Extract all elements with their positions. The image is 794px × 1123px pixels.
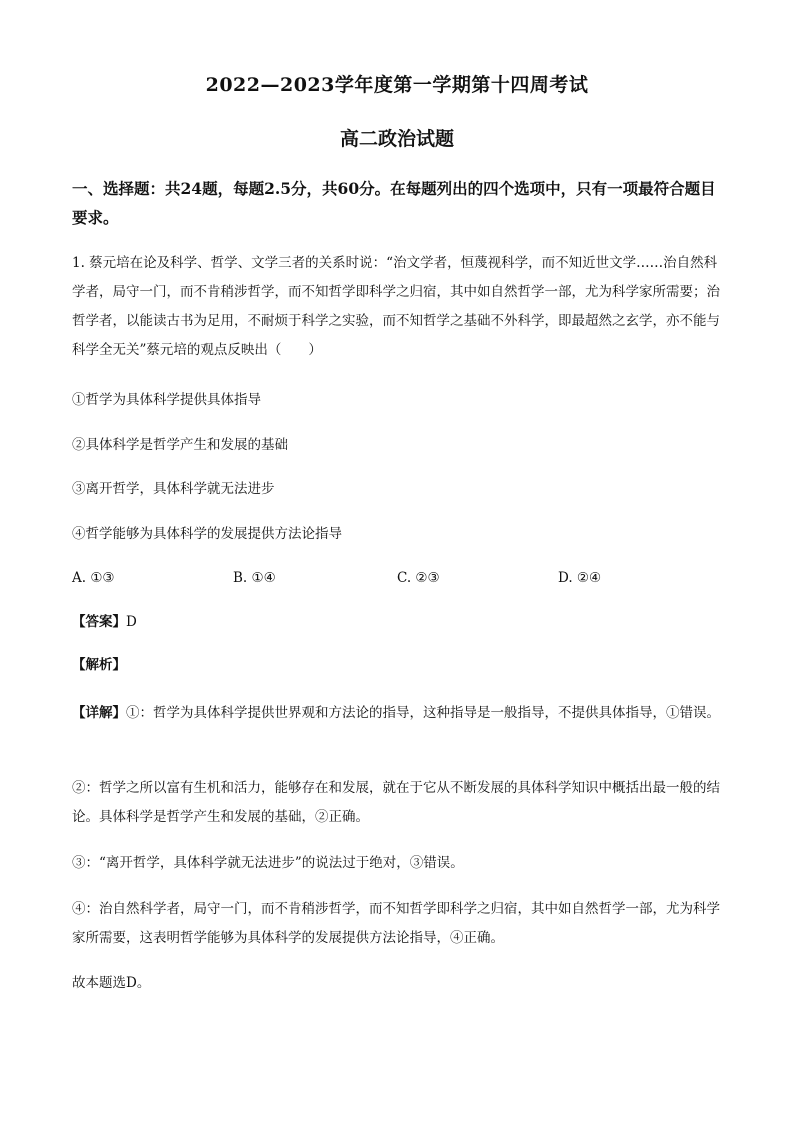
- detail-3: ③：“离开哲学，具体科学就无法进步”的说法过于绝对，③错误。: [72, 855, 464, 871]
- statement-3: ③离开哲学，具体科学就无法进步: [72, 481, 275, 497]
- section-heading: 一、选择题：共24题，每题2.5分，共60分。在每题列出的四个选项中，只有一项最符合题目要求。: [72, 179, 716, 227]
- detail-2: ②：哲学之所以富有生机和活力，能够存在和发展，就在于它从不断发展的具体科学知识中概括出最一般的结论。具体科学是哲学产生和发展的基础，②正确。: [72, 780, 720, 825]
- answer-choices: [72, 564, 722, 593]
- detail-4: ④：治自然科学者，局守一门，而不肯稍涉哲学，而不知哲学即科学之归宿，其中如自然哲学一部，尤为科学家所需要，这表明哲学能够为具体科学的发展提供方法论指导，④正确。: [72, 901, 720, 946]
- choice-a: A. ①③: [72, 570, 115, 586]
- detail-label: 【详解】: [72, 705, 126, 721]
- analysis-label: 【解析】: [72, 657, 126, 673]
- choice-c: C. ②③: [397, 570, 440, 586]
- answer-label: 【答案】: [72, 614, 126, 630]
- analysis-line: [72, 651, 720, 680]
- question-stem: 1. 蔡元培在论及科学、哲学、文学三者的关系时说：“治文学者，恒蔑视科学，而不知近世文学……治自然科学者，局守一门，而不肯稍涉哲学，而不知哲学即科学之归宿，其中如自然哲学一部，尤为科学家所需要；治哲学者，以能读古书为足用，不耐烦于科学之实验，而不知哲学之基础不外科学，即最超然之玄学，亦不能与科学全无关”蔡元培的观点反映出（ ）: [72, 255, 720, 358]
- statement-2: ②具体科学是哲学产生和发展的基础: [72, 437, 288, 453]
- detail-1-text: ①：哲学为具体科学提供世界观和方法论的指导，这种指导是一般指导，不提供具体指导，①错误。: [126, 705, 720, 721]
- conclusion: 故本题选D。: [72, 975, 151, 991]
- statement-1: ①哲学为具体科学提供具体指导: [72, 392, 261, 408]
- exam-subtitle: 高二政治试题: [339, 128, 454, 150]
- answer-value: D: [126, 614, 137, 630]
- choice-d: D. ②④: [558, 570, 602, 586]
- answer-line: [72, 608, 720, 637]
- choice-b: B. ①④: [233, 570, 276, 586]
- exam-title: 2022—2023学年度第一学期第十四周考试: [205, 74, 589, 96]
- statement-4: ④哲学能够为具体科学的发展提供方法论指导: [72, 526, 342, 542]
- detail-1: [72, 699, 720, 728]
